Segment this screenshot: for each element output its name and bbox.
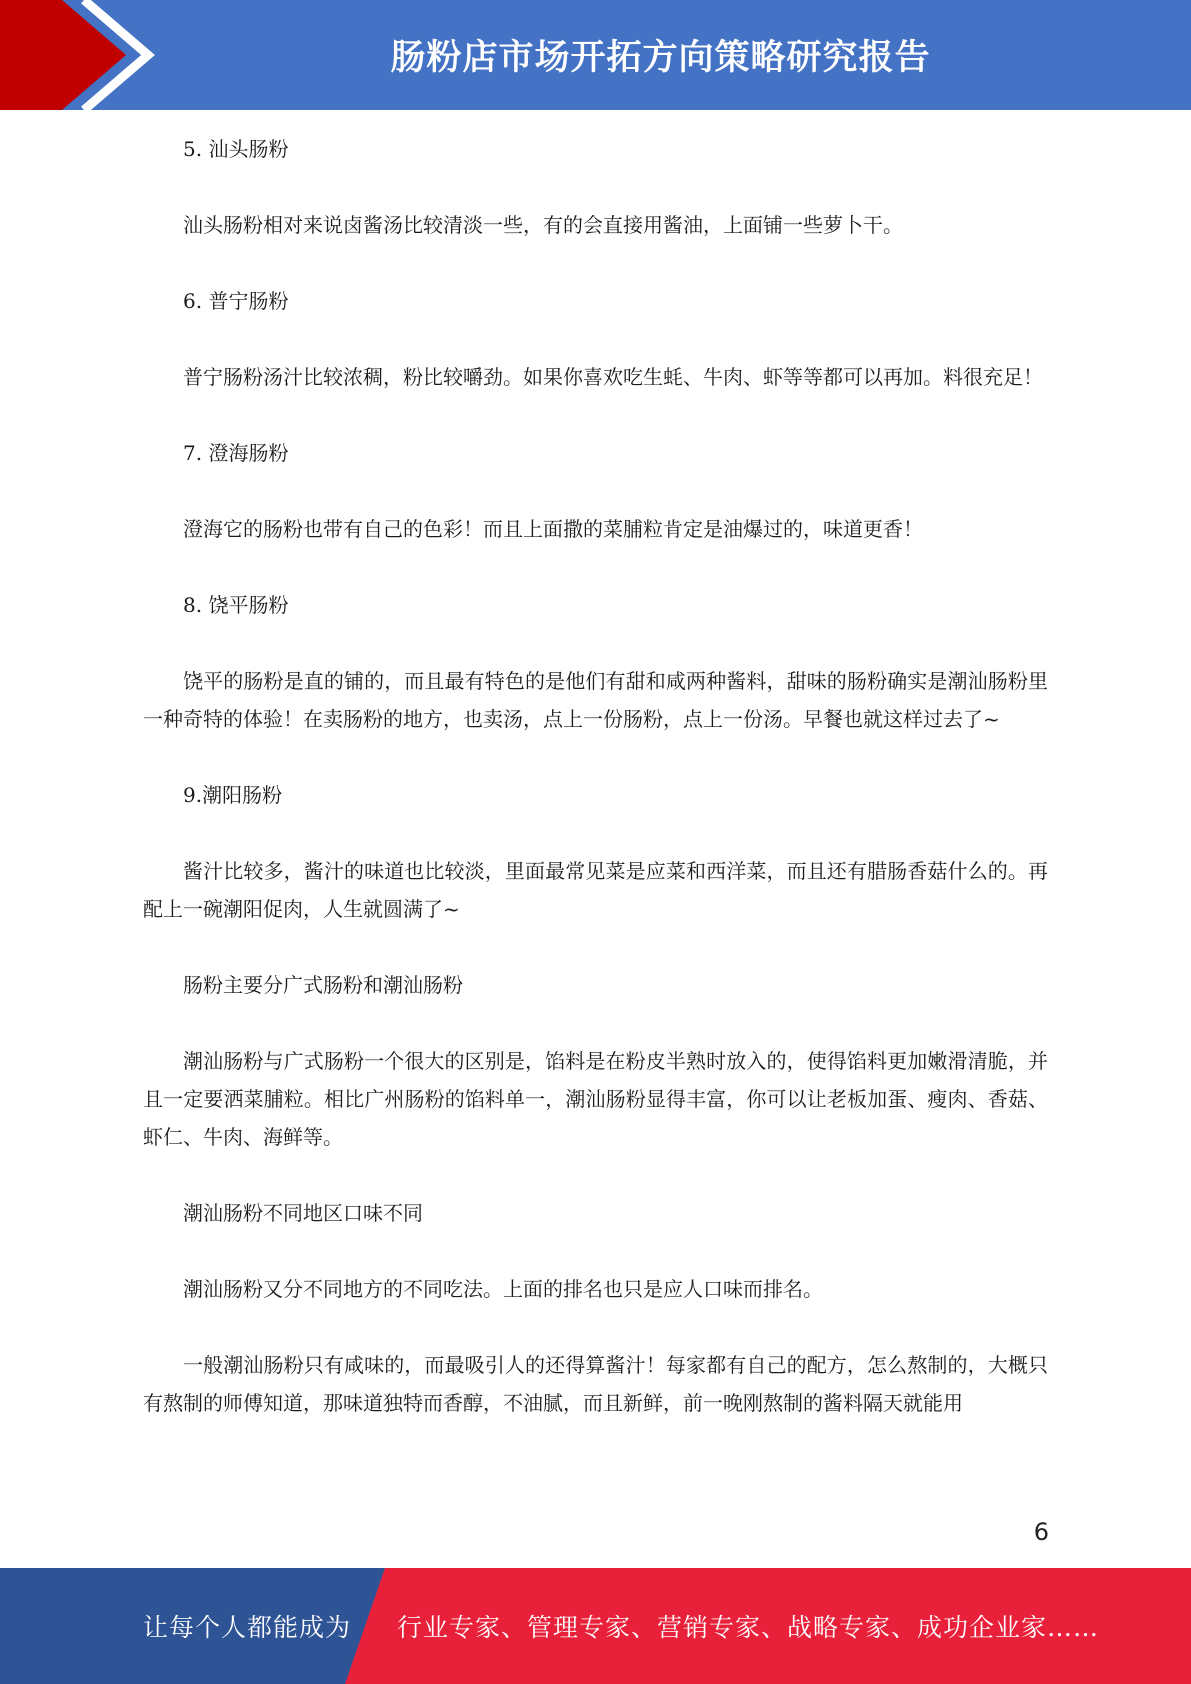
page-header	[0, 0, 1191, 110]
page-footer	[0, 1568, 1191, 1684]
heading-chaoyang: 9.潮阳肠粉	[183, 783, 283, 807]
heading-chenghai: 7. 澄海肠粉	[183, 441, 289, 465]
report-title: 肠粉店市场开拓方向策略研究报告	[390, 38, 931, 78]
paragraph-regional-taste: 潮汕肠粉又分不同地方的不同吃法。上面的排名也只是应人口味而排名。	[183, 1277, 823, 1301]
paragraph-shantou: 汕头肠粉相对来说卤酱汤比较清淡一些，有的会直接用酱油，上面铺一些萝卜干。	[183, 213, 903, 237]
heading-puning: 6. 普宁肠粉	[183, 289, 289, 313]
footer-slogan-right: 行业专家、管理专家、营销专家、战略专家、成功企业家……	[397, 1613, 1100, 1642]
document-body	[143, 130, 1048, 1460]
heading-shantou: 5. 汕头肠粉	[183, 137, 289, 161]
header-chevron-decoration	[0, 0, 160, 110]
paragraph-chenghai: 澄海它的肠粉也带有自己的色彩！而且上面撒的菜脯粒肯定是油爆过的，味道更香！	[183, 517, 923, 541]
paragraph-raoping: 饶平的肠粉是直的铺的，而且最有特色的是他们有甜和咸两种酱料，甜味的肠粉确实是潮汕肠粉里一种奇特的体验！在卖肠粉的地方，也卖汤，点上一份肠粉，点上一份汤。早餐也就这样过去了~	[143, 669, 1048, 731]
paragraph-puning: 普宁肠粉汤汁比较浓稠，粉比较嚼劲。如果你喜欢吃生蚝、牛肉、虾等等都可以再加。料很充足！	[183, 365, 1043, 389]
page-number: 6	[1033, 1518, 1049, 1546]
paragraph-sauce: 一般潮汕肠粉只有咸味的，而最吸引人的还得算酱汁！每家都有自己的配方，怎么熬制的，大概只有熬制的师傅知道，那味道独特而香醇，不油腻，而且新鲜，前一晚刚熬制的酱料隔天就能用	[143, 1353, 1048, 1415]
heading-raoping: 8. 饶平肠粉	[183, 593, 289, 617]
paragraph-main-types: 潮汕肠粉与广式肠粉一个很大的区别是，馅料是在粉皮半熟时放入的，使得馅料更加嫩滑清脆，并且一定要洒菜脯粒。相比广州肠粉的馅料单一，潮汕肠粉显得丰富，你可以让老板加蛋、瘦肉、香菇、虾仁、牛肉、海鲜等。	[143, 1049, 1048, 1149]
heading-regional-taste: 潮汕肠粉不同地区口味不同	[183, 1201, 423, 1225]
footer-slogan-left: 让每个人都能成为	[143, 1613, 352, 1642]
paragraph-chaoyang: 酱汁比较多，酱汁的味道也比较淡，里面最常见菜是应菜和西洋菜，而且还有腊肠香菇什么的。再配上一碗潮阳促肉，人生就圆满了~	[143, 859, 1048, 921]
heading-main-types: 肠粉主要分广式肠粉和潮汕肠粉	[183, 973, 463, 997]
